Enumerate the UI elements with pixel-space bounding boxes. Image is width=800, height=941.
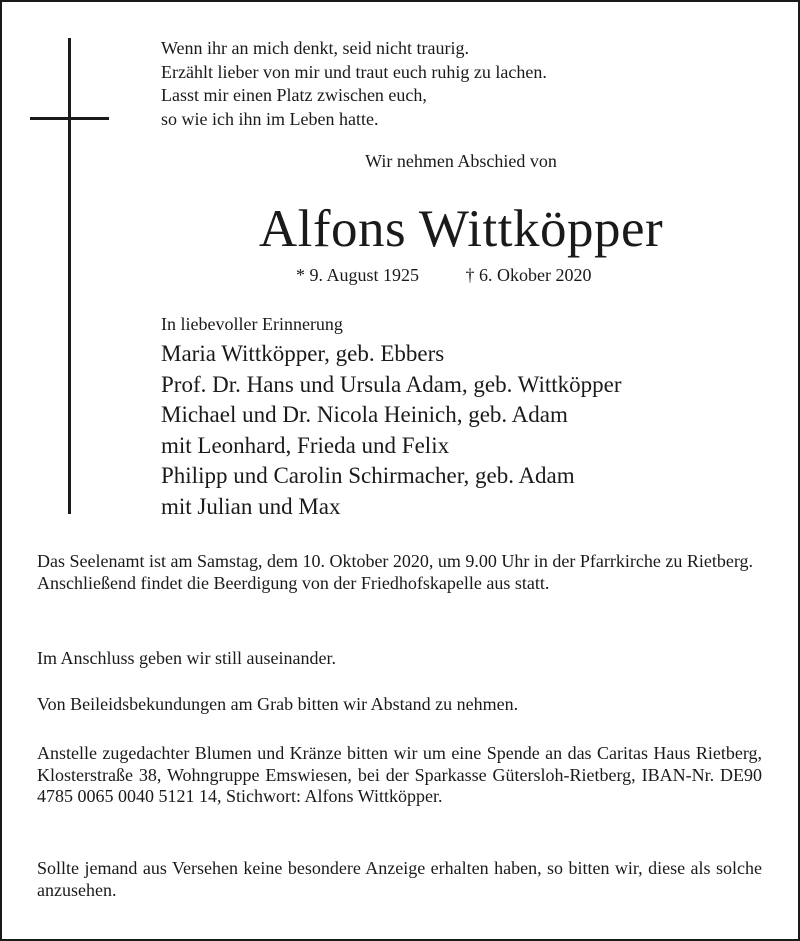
poem-line: so wie ich ihn im Leben hatte.	[161, 108, 379, 129]
mourner-line: Prof. Dr. Hans und Ursula Adam, geb. Wittköpper	[161, 371, 622, 397]
mourner-line: Maria Wittköpper, geb. Ebbers	[161, 341, 445, 366]
burial-text: Anschließend findet die Beerdigung von der Friedhofskapelle aus statt.	[37, 572, 550, 593]
death-date: † 6. Okober 2020	[465, 265, 592, 285]
poem-line: Lasst mir einen Platz zwischen euch,	[161, 85, 427, 105]
poem-line: Erzählt lieber von mir und traut euch ruhig zu lachen.	[161, 61, 547, 82]
no-notice-received: Sollte jemand aus Versehen keine besondere Anzeige erhalten haben, so bitten wir, diese als solche anzusehen.	[37, 858, 762, 900]
donation-notice: Anstelle zugedachter Blumen und Kränze bitten wir um eine Spende an das Caritas Haus Rietberg, Klosterstraße 38, Wohngruppe Emswiesen, bei der Sparkasse Gütersloh-Rietberg, IBAN-Nr. DE90 4785 0065 0040 5121 14, Stichwort: Alfons Wittköpper.	[37, 743, 762, 806]
farewell-quiet-notice: Im Anschluss geben wir still auseinander.	[37, 648, 336, 668]
life-dates	[296, 264, 592, 286]
poem	[161, 37, 547, 131]
condolences-notice: Von Beileidsbekundungen am Grab bitten wir Abstand zu nehmen.	[37, 694, 519, 714]
mourner-line: Philipp und Carolin Schirmacher, geb. Adam	[161, 463, 575, 488]
farewell-heading: Wir nehmen Abschied von	[365, 151, 557, 171]
mourners-list	[161, 339, 622, 522]
cross-horizontal-bar	[30, 117, 109, 120]
mourner-line: mit Julian und Max	[161, 493, 341, 519]
service-text: Das Seelenamt ist am Samstag, dem 10. Oktober 2020, um 9.00 Uhr in der Pfarrkirche zu Rietberg.	[37, 551, 754, 571]
birth-date: * 9. August 1925	[296, 265, 420, 285]
mourner-line: Michael und Dr. Nicola Heinich, geb. Adam	[161, 402, 568, 427]
deceased-name: Alfons Wittköpper	[258, 200, 664, 258]
mourner-line: mit Leonhard, Frieda und Felix	[161, 432, 450, 458]
poem-line: Wenn ihr an mich denkt, seid nicht traurig.	[161, 38, 469, 58]
memory-label: In liebevoller Erinnerung	[161, 314, 343, 334]
service-notice	[37, 551, 762, 594]
cross-vertical-bar	[68, 38, 71, 514]
